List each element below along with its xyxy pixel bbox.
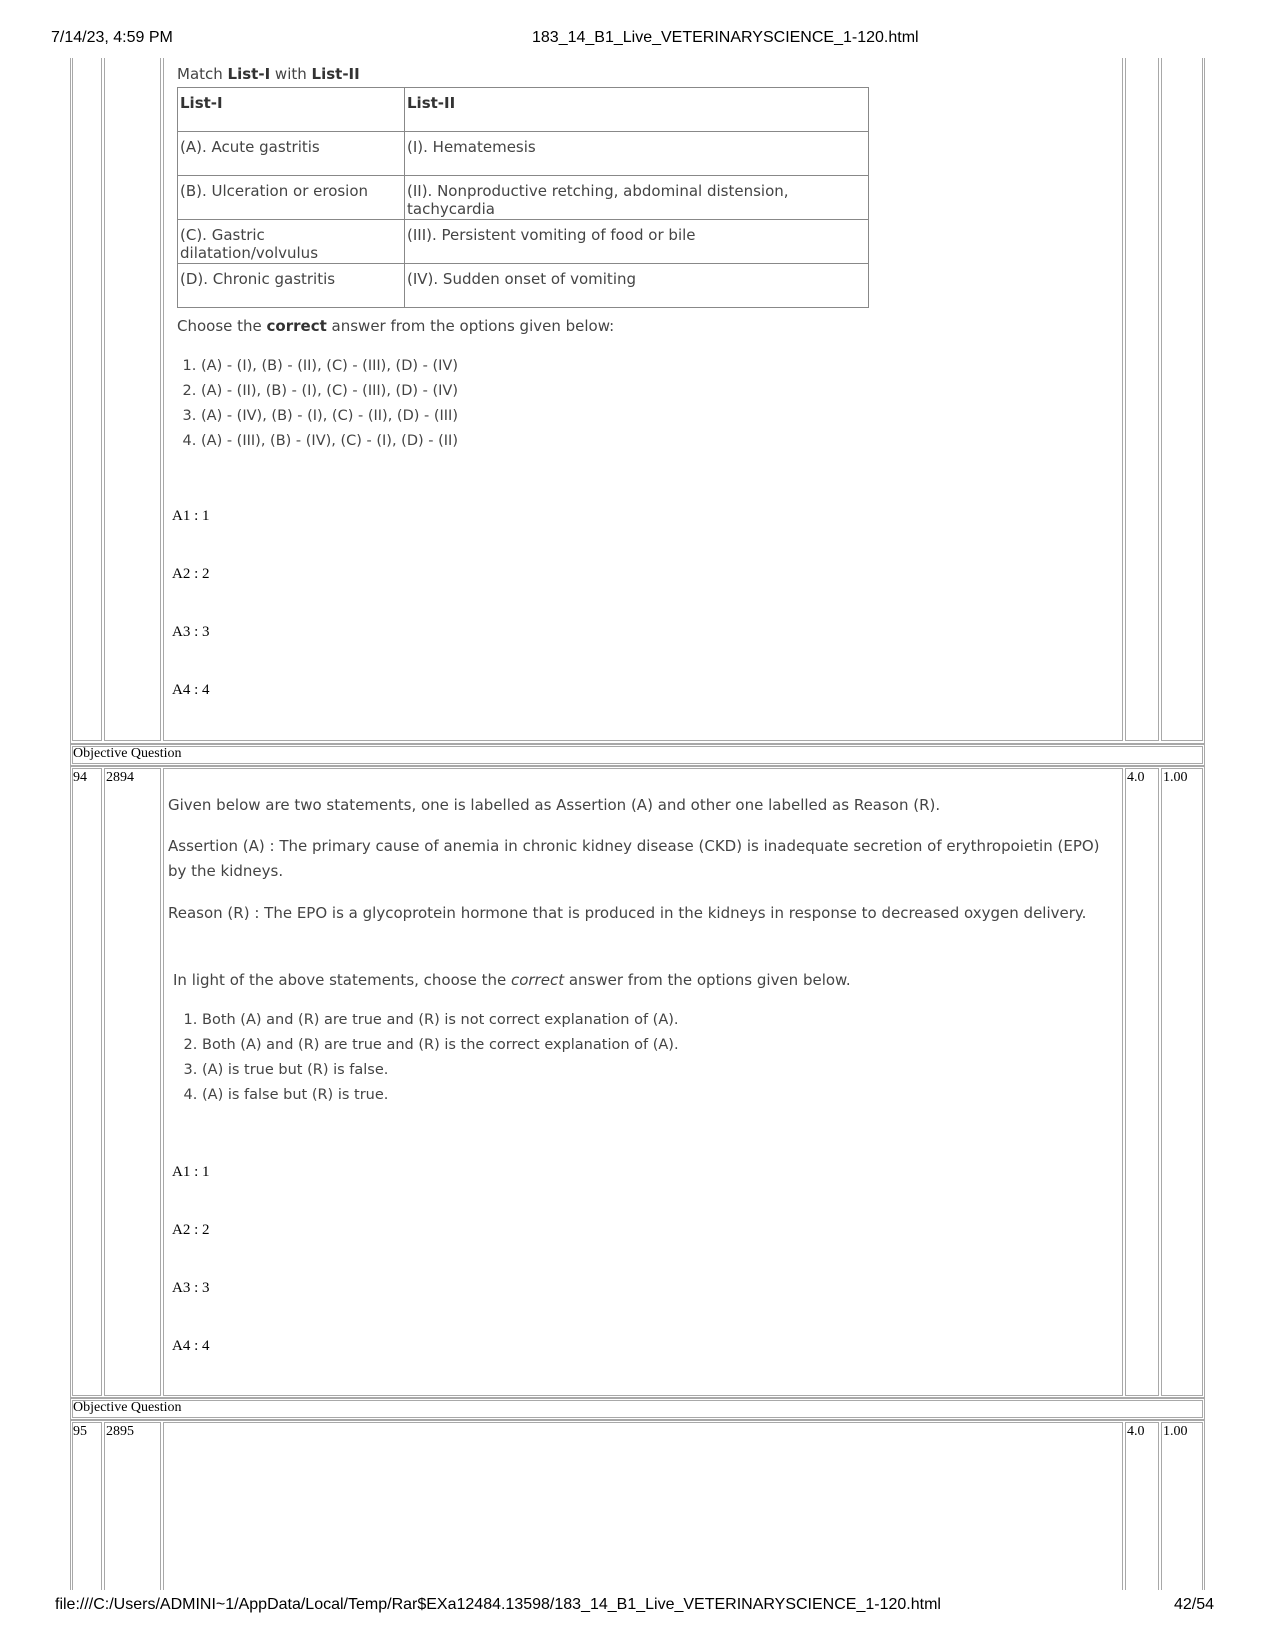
choice-item: 4. (A) is false but (R) is true.	[202, 1083, 679, 1108]
choice-item: 3. (A) is true but (R) is false.	[202, 1058, 679, 1083]
q94-negative-marks: 1.00	[1163, 770, 1188, 785]
q94-sno-cell	[72, 768, 102, 1396]
section-label-cell	[72, 746, 1203, 764]
list2-cell: (III). Persistent vomiting of food or bile	[405, 220, 869, 264]
q93-marks-cell	[1125, 58, 1159, 741]
q93-neg-cell	[1161, 58, 1203, 741]
choice-item: 4. (A) - (III), (B) - (IV), (C) - (I), (D) - (II)	[201, 429, 458, 454]
choice-item: 2. (A) - (II), (B) - (I), (C) - (III), (D) - (IV)	[201, 379, 458, 404]
q95-neg-cell	[1161, 1422, 1203, 1590]
list1-cell: (B). Ulceration or erosion	[178, 176, 405, 220]
list2-header: List-II	[405, 88, 869, 132]
q94-marks: 4.0	[1127, 770, 1145, 785]
q94-qid-cell	[104, 768, 161, 1396]
q94-marks-cell	[1125, 768, 1159, 1396]
list1-cell: (D). Chronic gastritis	[178, 264, 405, 308]
match-row	[178, 132, 869, 176]
q94-neg-cell	[1161, 768, 1203, 1396]
section-label: Objective Question	[73, 746, 182, 761]
print-title: 183_14_B1_Live_VETERINARYSCIENCE_1-120.html	[532, 29, 919, 46]
q93-intro: Match List-I with List-II	[177, 65, 360, 83]
choice-item: 3. (A) - (IV), (B) - (I), (C) - (II), (D) - (III)	[201, 404, 458, 429]
answer-option-2: A2 : 2	[172, 1222, 210, 1238]
answer-option-3: A3 : 3	[172, 1280, 210, 1296]
match-row	[178, 264, 869, 308]
match-header-row	[178, 88, 869, 132]
page-number: 42/54	[1174, 1596, 1215, 1613]
match-row	[178, 176, 869, 220]
q94-reason: Reason (R) : The EPO is a glycoprotein hormone that is produced in the kidneys in response to decreased oxygen delivery.	[168, 904, 1087, 922]
answer-option-4: A4 : 4	[172, 682, 210, 698]
answer-option-4: A4 : 4	[172, 1338, 210, 1354]
q95-marks-cell	[1125, 1422, 1159, 1590]
answer-option-3: A3 : 3	[172, 624, 210, 640]
list1-header: List-I	[178, 88, 405, 132]
q94-instruction: In light of the above statements, choose the correct answer from the options given below.	[173, 971, 851, 989]
list1-cell: (C). Gastric dilatation/volvulus	[178, 220, 405, 264]
q95-qid: 2895	[106, 1424, 134, 1439]
answer-option-1: A1 : 1	[172, 508, 210, 524]
q93-qid-cell	[104, 58, 161, 741]
match-row	[178, 220, 869, 264]
q95-negative-marks: 1.00	[1163, 1424, 1188, 1439]
q94-choices	[178, 1008, 679, 1108]
q95-qid-cell	[104, 1422, 161, 1590]
q93-choices	[177, 354, 458, 454]
choice-item: 1. Both (A) and (R) are true and (R) is not correct explanation of (A).	[202, 1008, 679, 1033]
print-datetime: 7/14/23, 4:59 PM	[51, 29, 173, 46]
q95-sno-cell	[72, 1422, 102, 1590]
choice-item: 1. (A) - (I), (B) - (II), (C) - (III), (D) - (IV)	[201, 354, 458, 379]
q95-body-cell	[163, 1422, 1123, 1590]
list2-cell: (IV). Sudden onset of vomiting	[405, 264, 869, 308]
list1-cell: (A). Acute gastritis	[178, 132, 405, 176]
match-table	[177, 87, 869, 308]
section-label-cell	[72, 1400, 1203, 1418]
q94-assertion: Assertion (A) : The primary cause of anemia in chronic kidney disease (CKD) is inadequate secretion of erythropoietin (EPO) by the kidneys.	[168, 837, 1100, 880]
choice-item: 2. Both (A) and (R) are true and (R) is the correct explanation of (A).	[202, 1033, 679, 1058]
q94-sno: 94	[73, 770, 87, 785]
print-file-path: file:///C:/Users/ADMINI~1/AppData/Local/Temp/Rar$EXa12484.13598/183_14_B1_Live_VETERINARYSCIENCE_1-120.html	[55, 1596, 941, 1613]
list2-cell: (I). Hematemesis	[405, 132, 869, 176]
q94-statement-intro: Given below are two statements, one is labelled as Assertion (A) and other one labelled as Reason (R).	[168, 796, 941, 814]
q95-sno: 95	[73, 1424, 87, 1439]
q94-qid: 2894	[106, 770, 134, 785]
q93-sno-cell	[72, 58, 102, 741]
answer-option-2: A2 : 2	[172, 566, 210, 582]
answer-option-1: A1 : 1	[172, 1164, 210, 1180]
section-label: Objective Question	[73, 1400, 182, 1415]
q95-marks: 4.0	[1127, 1424, 1145, 1439]
q93-choose-instruction: Choose the correct answer from the options given below:	[177, 317, 615, 335]
list2-cell: (II). Nonproductive retching, abdominal distension, tachycardia	[405, 176, 869, 220]
